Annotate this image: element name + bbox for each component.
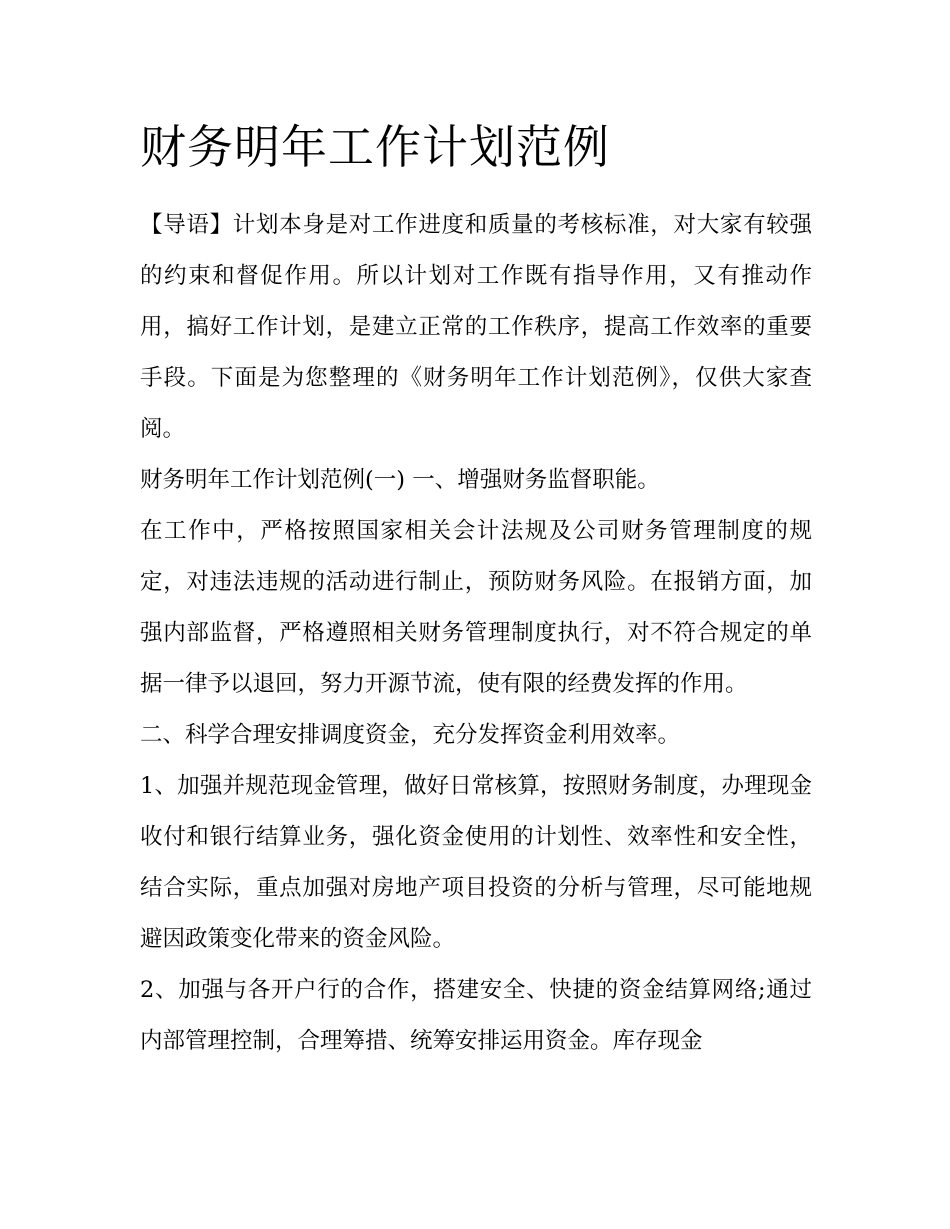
section-heading-2: 二、科学合理安排调度资金，充分发挥资金利用效率。: [140, 722, 681, 748]
list-item-2: 2、加强与各开户行的合作，搭建安全、快捷的资金结算网络;通过内部管理控制，合理筹措、统筹安排运用资金。库存现金: [140, 977, 812, 1054]
document-title: 财务明年工作计划范例: [140, 120, 610, 174]
document-body: [140, 200, 812, 1067]
document-content: [140, 112, 812, 1067]
body-paragraph: 在工作中，严格按照国家相关会计法规及公司财务管理制度的规定，对违法违规的活动进行制止，预防财务风险。在报销方面，加强内部监督，严格遵照相关财务管理制度执行，对不符合规定的单据一律予以退回，努力开源节流，使有限的经费发挥的作用。: [140, 518, 812, 697]
list-item-1: 1、加强并规范现金管理，做好日常核算，按照财务制度，办理现金收付和银行结算业务，强化资金使用的计划性、效率性和安全性，结合实际，重点加强对房地产项目投资的分析与管理，尽可能地规避因政策变化带来的资金风险。: [140, 773, 812, 952]
intro-paragraph: 【导语】计划本身是对工作进度和质量的考核标准，对大家有较强的约束和督促作用。所以计划对工作既有指导作用，又有推动作用，搞好工作计划，是建立正常的工作秩序，提高工作效率的重要手段。下面是为您整理的《财务明年工作计划范例》，仅供大家查阅。: [140, 212, 812, 442]
section-heading-1: 财务明年工作计划范例(一) 一、增强财务监督职能。: [140, 467, 660, 493]
